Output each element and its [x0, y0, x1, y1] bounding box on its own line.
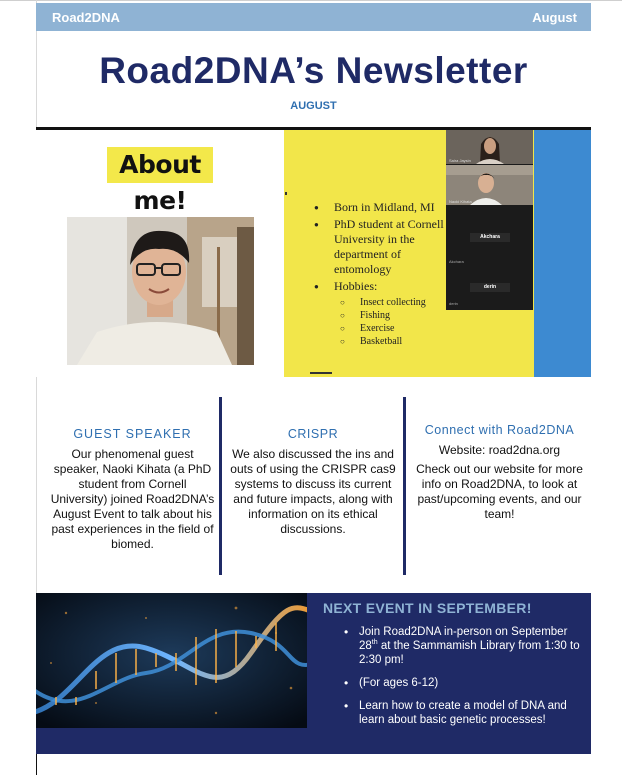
slide-mark	[285, 192, 287, 195]
column-divider	[403, 397, 406, 575]
participant-name: derin	[449, 301, 458, 306]
connect-body: Check out our website for more info on Road2DNA, to look at past/upcoming events, and our team!	[416, 462, 583, 521]
event-item: • (For ages 6-12)	[343, 676, 583, 690]
guest-speaker-body: Our phenomenal guest speaker, Naoki Kihata (a PhD student from Cornell University) joined Road2DNA’s August Event to talk about his past experiences in the field of biomed.	[50, 447, 215, 551]
participant-name: Akchara	[449, 259, 464, 264]
next-event-list	[343, 625, 583, 736]
header-bar	[36, 3, 591, 31]
video-tile	[446, 206, 533, 310]
crispr-heading: CRISPR	[287, 427, 339, 441]
crispr-body: We also discussed the ins and outs of using the CRISPR cas9 systems to discuss its current and future impacts, along with information on its ethical discussions.	[230, 447, 396, 536]
speaker-portrait	[67, 217, 254, 365]
column-divider	[219, 397, 222, 575]
event-date-suffix: th	[371, 639, 378, 647]
dna-helix-image	[36, 593, 307, 728]
event-item-text: Join Road2DNA in-person on September 28	[359, 626, 568, 652]
hobby-item: ○ Fishing	[312, 309, 452, 322]
connect-heading: Connect with Road2DNA	[424, 423, 575, 437]
slide-blue-strip	[534, 130, 591, 377]
video-tile	[446, 165, 533, 205]
event-item	[343, 625, 583, 667]
header-brand: Road2DNA	[52, 10, 120, 25]
about-bullet-list	[312, 200, 452, 348]
about-me-tag: About me!	[107, 147, 213, 183]
about-bullet: ● Hobbies:	[312, 279, 452, 294]
participant-label: Akchara	[470, 233, 510, 242]
header-month: August	[532, 10, 577, 25]
next-event-title: NEXT EVENT IN SEPTEMBER!	[323, 600, 532, 616]
event-item-text: at the Sammamish Library from 1:30 to 2:30 pm!	[359, 640, 580, 666]
participant-name: Naoki Kihata	[449, 199, 472, 204]
page-edge	[0, 0, 622, 1]
participant-name: Saira Jaysin	[449, 158, 471, 163]
event-item: • Learn how to create a model of DNA and learn about basic genetic processes!	[343, 699, 583, 727]
guest-speaker-heading: GUEST SPEAKER	[73, 427, 192, 441]
connect-column	[412, 398, 587, 522]
slide-underline	[310, 372, 332, 374]
video-tile	[446, 130, 533, 164]
newsletter-title: Road2DNA’s Newsletter	[99, 50, 528, 91]
newsletter-subtitle: AUGUST	[290, 100, 337, 112]
about-bullet: ● PhD student at Cornell University in the department of entomology	[312, 217, 452, 277]
crispr-column	[226, 398, 400, 537]
video-call-grid	[446, 130, 533, 310]
hobby-item: ○ Exercise	[312, 322, 452, 335]
guest-speaker-column	[50, 398, 215, 552]
website-link[interactable]: Website: road2dna.org	[438, 443, 561, 457]
hobby-item: ○ Basketball	[312, 335, 452, 348]
page-edge-line	[36, 754, 37, 775]
participant-label: derin	[470, 283, 510, 292]
hobby-item: ○ Insect collecting	[312, 296, 452, 309]
about-bullet: ● Born in Midland, MI	[312, 200, 452, 215]
